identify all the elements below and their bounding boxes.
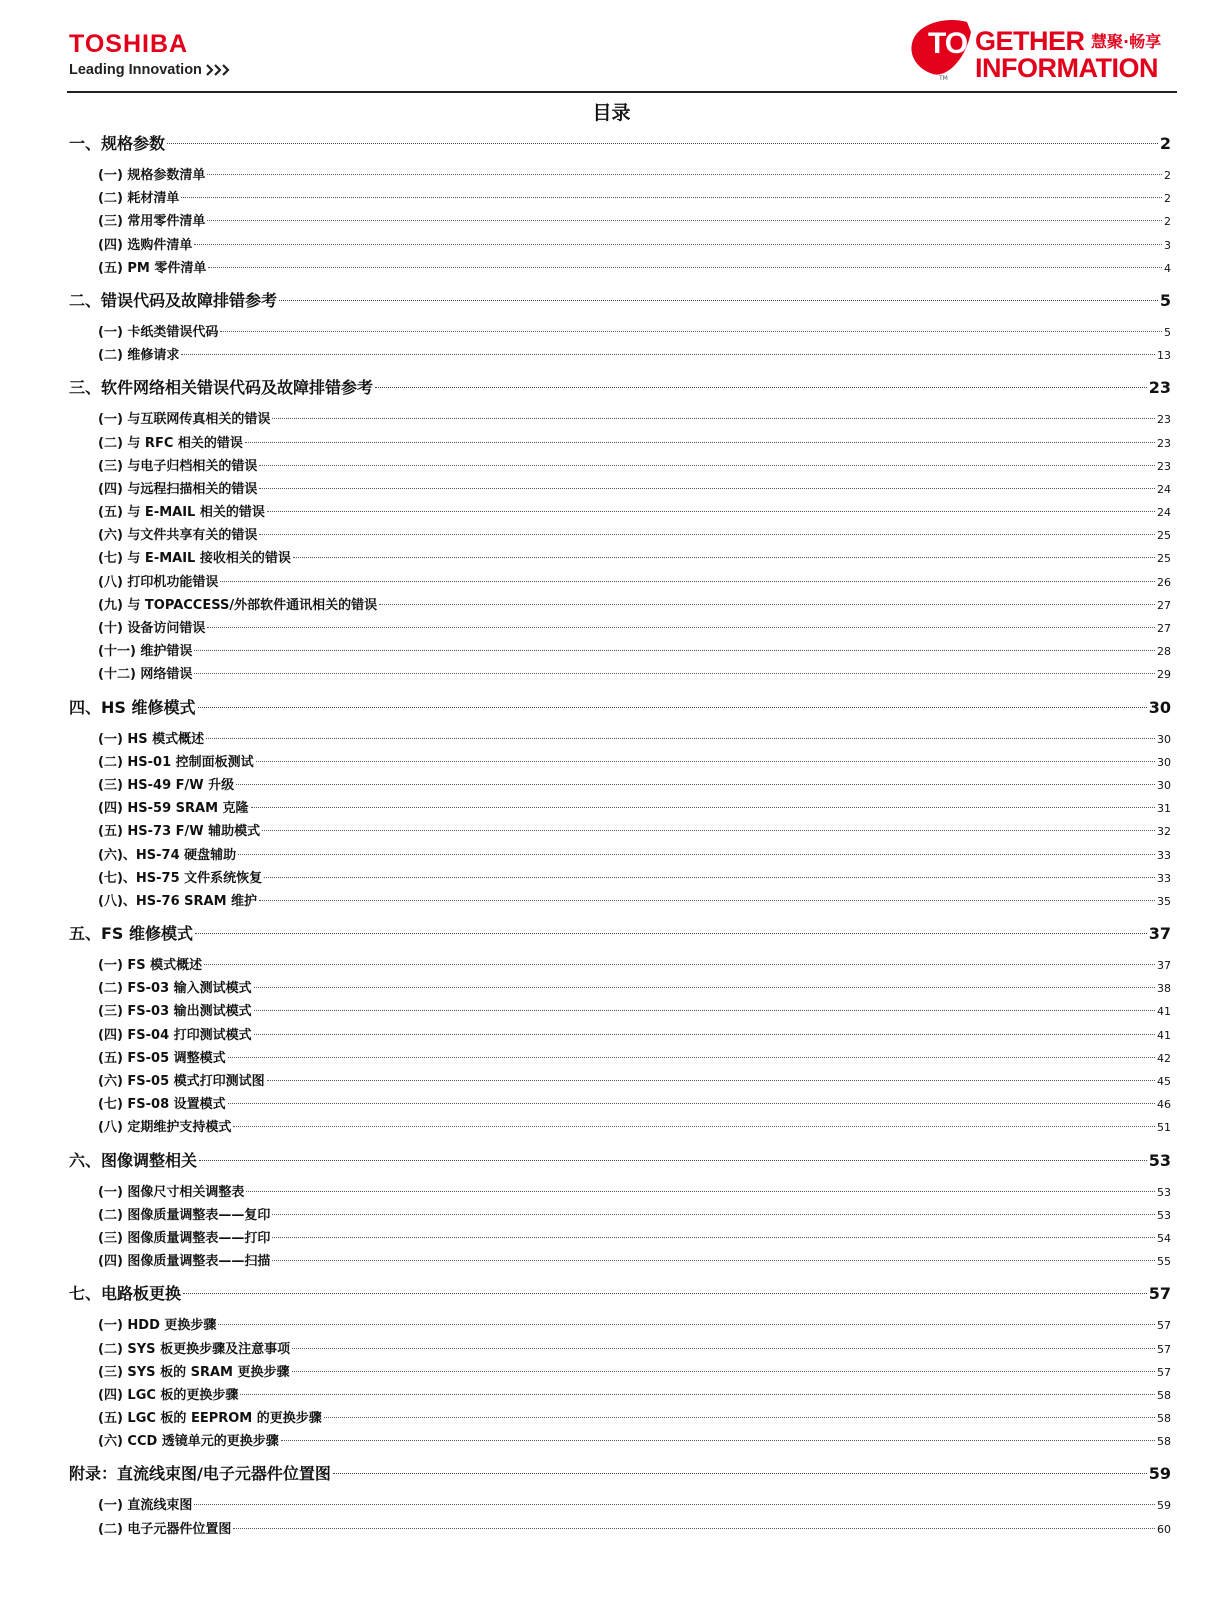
page-title: 目录 [592,102,631,124]
toc-sub-list [69,954,1171,1140]
dot-leader [220,331,1162,332]
toc-entry-page: 33 [1157,871,1171,885]
toc-entry-title: (三) HS-49 F/W 升级 [98,777,235,793]
toc-section [69,1142,1171,1274]
toc-entry[interactable] [98,1430,1171,1453]
dot-leader [228,1103,1155,1104]
dot-leader [262,830,1155,831]
dot-leader [181,354,1155,355]
dot-leader [272,1237,1155,1238]
toc-section-entry[interactable] [69,1275,1171,1313]
toc-entry[interactable] [98,728,1171,751]
toc-entry[interactable] [98,1384,1171,1407]
dot-leader [218,1324,1155,1325]
dot-leader [281,1440,1155,1441]
toc-section-entry[interactable] [69,689,1171,727]
toc-entry-title: (七) FS-08 设置模式 [98,1097,226,1113]
toc-entry[interactable] [98,210,1171,233]
dot-leader [379,604,1155,605]
dot-leader [194,1504,1155,1505]
toc-section [69,1275,1171,1453]
toc-entry[interactable] [98,234,1171,257]
dot-leader [206,738,1155,739]
toc-entry[interactable] [98,617,1171,640]
toc-entry[interactable] [98,1250,1171,1273]
dot-leader [254,1034,1155,1035]
toc-entry[interactable] [98,1093,1171,1116]
toc-entry[interactable] [98,977,1171,1000]
toc-entry-title: (二) FS-03 输入测试模式 [98,981,252,997]
toc-entry-title: (四) 选购件清单 [98,237,193,253]
toc-entry-title: (七)、HS-75 文件系统恢复 [98,870,263,886]
dot-leader [293,557,1155,558]
toc-entry-title: (一) 图像尺寸相关调整表 [98,1184,245,1200]
toc-entry-page: 28 [1157,645,1171,659]
toc-entry-title: (六) FS-05 模式打印测试图 [98,1074,265,1089]
toc-entry-title: (三) 常用零件清单 [98,214,206,230]
dot-leader [207,174,1162,175]
toc-entry-title: (五) PM 零件清单 [98,260,207,276]
toc-section-page: 57 [1148,1284,1171,1304]
toc-entry-page: 57 [1157,1365,1171,1379]
toc-entry-page: 60 [1157,1522,1171,1536]
toc-entry[interactable] [98,524,1171,547]
toc-entry-title: (一) 卡纸类错误代码 [98,324,219,340]
chevrons-icon [206,64,232,76]
toc-entry-page: 33 [1157,848,1171,862]
toc-entry-title: (一) 与互联网传真相关的错误 [98,412,271,428]
dot-leader [240,1394,1155,1395]
toc-section-page: 59 [1148,1464,1171,1484]
toc-entry-page: 55 [1157,1255,1171,1269]
toc-entry[interactable] [98,1407,1171,1430]
toc-entry-page: 42 [1157,1051,1171,1065]
toc-entry-title: (四) 与远程扫描相关的错误 [98,481,258,497]
toc-entry-page: 57 [1157,1342,1171,1356]
campaign-chinese: 慧聚·畅享 [1091,32,1162,51]
toc-entry-page: 26 [1157,575,1171,589]
toc-entry[interactable] [98,640,1171,663]
toc-entry[interactable] [98,321,1171,344]
toc-entry[interactable] [98,1181,1171,1204]
toc-section-page: 5 [1159,290,1171,310]
toc-entry-page: 30 [1157,755,1171,769]
toc-entry-title: (三) 与电子归档相关的错误 [98,458,258,474]
toc-entry-page: 13 [1157,349,1171,363]
toc-entry-title: (五) LGC 板的 EEPROM 的更换步骤 [98,1411,322,1427]
toc-entry-page: 2 [1164,192,1171,206]
toc-section-entry[interactable] [69,915,1171,953]
toc-section-entry[interactable] [69,369,1171,407]
dot-leader [236,784,1155,785]
dot-leader [204,964,1155,965]
toc-entry-page: 59 [1157,1499,1171,1513]
dot-leader [254,987,1155,988]
toc-entry[interactable] [98,1314,1171,1337]
toc-entry[interactable] [98,164,1171,187]
toc-entry[interactable] [98,774,1171,797]
toc-entry-title: (二) SYS 板更换步骤及注意事项 [98,1341,291,1357]
dot-leader [194,650,1155,651]
dot-leader [238,854,1155,855]
toc-entry[interactable] [98,344,1171,367]
dot-leader [267,1080,1155,1081]
toc-entry-title: (五) 与 E-MAIL 相关的错误 [98,505,265,521]
toc-entry-page: 4 [1164,261,1171,275]
toc-entry[interactable] [98,751,1171,774]
dot-leader [233,1126,1155,1127]
toc-entry[interactable] [98,594,1171,617]
dot-leader [246,1191,1155,1192]
toc-entry-page: 27 [1157,622,1171,635]
toc-entry-page: 41 [1157,1028,1171,1042]
toc-entry[interactable] [98,1204,1171,1227]
toc-sub-list [69,728,1171,914]
toc-entry-title: (十) 设备访问错误 [98,621,206,636]
toc-entry-page: 23 [1157,413,1171,427]
toc-entry[interactable] [98,1518,1171,1541]
toc-entry-title: (八)、HS-76 SRAM 维护 [98,893,258,909]
dot-leader [292,1371,1156,1372]
toc-entry-title: (二) HS-01 控制面板测试 [98,754,254,770]
tagline-text: Leading Innovation [69,62,202,78]
toc-entry-title: (一) HDD 更换步骤 [98,1318,217,1334]
campaign-to: TO [928,27,968,60]
toc-entry-page: 27 [1157,598,1171,612]
toc-entry-title: (二) 图像质量调整表——复印 [98,1207,271,1223]
toc-entry[interactable] [98,257,1171,280]
brand-name: TOSHIBA [69,30,189,58]
toc-section-entry[interactable] [69,1142,1171,1180]
toc-section-title: 四、HS 维修模式 [69,697,196,717]
toc-section-page: 23 [1148,378,1171,398]
dot-leader [324,1417,1155,1418]
toc-entry[interactable] [98,820,1171,843]
dot-leader [199,1160,1147,1161]
toc-entry-title: (三) 图像质量调整表——打印 [98,1230,271,1246]
header-divider [67,91,1177,93]
toc-entry-page: 53 [1157,1185,1171,1199]
toc-entry[interactable] [98,1361,1171,1384]
dot-leader [208,267,1162,268]
dot-leader [228,1057,1155,1058]
toc-entry-title: (二) 维修请求 [98,348,180,364]
dot-leader [181,197,1162,198]
dot-leader [245,442,1155,443]
toc-entry[interactable] [98,663,1171,686]
toc-sub-list [69,1181,1171,1274]
toc-entry-page: 30 [1157,732,1171,746]
toc-entry-title: (七) 与 E-MAIL 接收相关的错误 [98,551,291,567]
toc-section-page: 37 [1148,924,1171,944]
toc-sub-list [69,164,1171,280]
toc-entry[interactable] [98,1494,1171,1517]
toc-entry[interactable] [98,571,1171,594]
campaign-information: INFORMATION [975,53,1158,83]
toshiba-logo [69,32,232,78]
toc-entry-page: 30 [1157,778,1171,792]
toc-entry[interactable] [98,547,1171,570]
dot-leader [272,1260,1155,1261]
toc-entry[interactable] [98,187,1171,210]
toc-entry-title: (五) HS-73 F/W 辅助模式 [98,824,261,840]
toc-entry-page: 51 [1157,1121,1171,1135]
toc-entry-title: (四) 图像质量调整表——扫描 [98,1254,271,1270]
toc-entry-page: 53 [1157,1208,1171,1222]
dot-leader [207,220,1162,221]
toc-entry-page: 25 [1157,552,1171,566]
toc-entry-title: (一) 直流线束图 [98,1498,193,1514]
campaign-gether: GETHER [975,26,1085,56]
dot-leader [272,1214,1155,1215]
dot-leader [207,627,1155,628]
dot-leader [333,1473,1147,1474]
toc-entry-page: 37 [1157,959,1171,973]
toc-entry-page: 31 [1157,802,1171,816]
toc-entry[interactable] [98,455,1171,478]
toc-entry-title: (六) CCD 透镜单元的更换步骤 [98,1434,279,1450]
dot-leader [279,300,1158,301]
dot-leader [259,465,1155,466]
dot-leader [292,1348,1155,1349]
toc-entry-title: (九) 与 TOPACCESS/外部软件通讯相关的错误 [98,597,378,613]
toc-entry-title: (三) SYS 板的 SRAM 更换步骤 [98,1364,290,1380]
toc-entry[interactable] [98,408,1171,431]
dot-leader [259,488,1155,489]
toc-entry-title: (六)、HS-74 硬盘辅助 [98,847,237,863]
toc-section-entry[interactable] [69,282,1171,320]
dot-leader [272,418,1155,419]
toc-entry-title: (一) HS 模式概述 [98,731,205,747]
toc-entry-title: (四) LGC 板的更换步骤 [98,1387,239,1403]
toc-entry-title: (十二) 网络错误 [98,667,193,683]
toc-entry-page: 58 [1157,1412,1171,1426]
toc-entry[interactable] [98,478,1171,501]
toc-entry[interactable] [98,1227,1171,1250]
toc-entry-page: 24 [1157,482,1171,496]
dot-leader [220,581,1155,582]
toc-entry-title: (八) 打印机功能错误 [98,574,219,590]
toc-entry[interactable] [98,954,1171,977]
toc-section [69,282,1171,367]
toc-sub-list [69,1494,1171,1540]
toc-entry-page: 29 [1157,668,1171,682]
toc-entry-title: (十一) 维护错误 [98,644,193,660]
toc-entry-title: (二) 耗材清单 [98,191,180,207]
toc-entry[interactable] [98,890,1171,913]
toc-section [69,689,1171,914]
toc-section [69,369,1171,686]
toc-entry-title: (一) FS 模式概述 [98,958,203,974]
toc-section [69,915,1171,1140]
toc-entry-page: 41 [1157,1005,1171,1019]
toc-entry-title: (二) 电子元器件位置图 [98,1521,232,1537]
trademark-mark: TM [939,75,948,82]
toc-entry[interactable] [98,432,1171,455]
dot-leader [256,761,1155,762]
toc-entry-title: (四) FS-04 打印测试模式 [98,1027,252,1043]
together-information-logo [905,12,1175,82]
toc-entry-title: (三) FS-03 输出测试模式 [98,1004,252,1020]
dot-leader [195,933,1147,934]
table-of-contents [69,125,1171,1541]
toc-entry-title: (一) 规格参数清单 [98,168,206,183]
toc-section-title: 二、错误代码及故障排错参考 [69,290,278,310]
toc-entry-page: 3 [1164,238,1171,252]
toc-entry-page: 5 [1164,325,1171,339]
toc-entry[interactable] [98,1116,1171,1139]
toc-entry-page: 57 [1157,1319,1171,1333]
toc-section-page: 2 [1159,134,1171,153]
toc-entry-title: (二) 与 RFC 相关的错误 [98,435,243,451]
dot-leader [264,877,1155,878]
toc-section-title: 七、电路板更换 [69,1284,182,1304]
toc-section-title: 六、图像调整相关 [69,1150,198,1170]
toc-entry[interactable] [98,1338,1171,1361]
toc-entry[interactable] [98,1070,1171,1093]
toc-entry-page: 45 [1157,1075,1171,1088]
toc-entry[interactable] [98,1047,1171,1070]
toc-entry[interactable] [98,867,1171,890]
toc-entry-title: (五) FS-05 调整模式 [98,1050,226,1066]
dot-leader [194,244,1162,245]
dot-leader [183,1293,1147,1294]
brand-tagline [69,62,232,78]
dot-leader [259,534,1155,535]
toc-sub-list [69,321,1171,367]
toc-section-title: 附录：直流线束图/电子元器件位置图 [69,1464,331,1484]
toc-section-page: 30 [1148,697,1171,717]
toc-entry[interactable] [98,501,1171,524]
dot-leader [375,387,1147,388]
toc-entry[interactable] [98,797,1171,820]
toc-entry-title: (四) HS-59 SRAM 克隆 [98,801,249,817]
dot-leader [251,807,1155,808]
toc-entry-page: 2 [1164,215,1171,229]
toc-section [69,125,1171,280]
toc-section-entry[interactable] [69,125,1171,163]
toc-entry-page: 2 [1164,169,1171,182]
toc-entry-page: 25 [1157,529,1171,543]
toc-entry-page: 24 [1157,506,1171,520]
toc-sub-list [69,408,1171,686]
toc-entry-page: 54 [1157,1231,1171,1245]
toc-entry-page: 38 [1157,982,1171,996]
toc-section-page: 53 [1148,1150,1171,1170]
toc-entry-page: 46 [1157,1098,1171,1112]
toc-section [69,1455,1171,1540]
toc-entry-page: 58 [1157,1388,1171,1402]
dot-leader [198,707,1147,708]
dot-leader [233,1528,1155,1529]
dot-leader [194,673,1155,674]
dot-leader [267,511,1155,512]
toc-section-title: 三、软件网络相关错误代码及故障排错参考 [69,378,374,398]
toc-entry-page: 58 [1157,1435,1171,1449]
toc-section-title: 一、规格参数 [69,134,166,153]
toc-entry-page: 23 [1157,436,1171,450]
dot-leader [259,900,1155,901]
toc-entry-title: (六) 与文件共享有关的错误 [98,528,258,544]
toc-entry[interactable] [98,844,1171,867]
toc-entry-title: (八) 定期维护支持模式 [98,1120,232,1136]
toc-entry[interactable] [98,1024,1171,1047]
toc-entry[interactable] [98,1000,1171,1023]
toc-sub-list [69,1314,1171,1453]
toc-entry-page: 35 [1157,894,1171,908]
dot-leader [254,1010,1155,1011]
toc-section-title: 五、FS 维修模式 [69,924,194,944]
toc-section-entry[interactable] [69,1455,1171,1493]
dot-leader [167,143,1158,144]
toc-entry-page: 32 [1157,825,1171,839]
toc-entry-page: 23 [1157,459,1171,473]
